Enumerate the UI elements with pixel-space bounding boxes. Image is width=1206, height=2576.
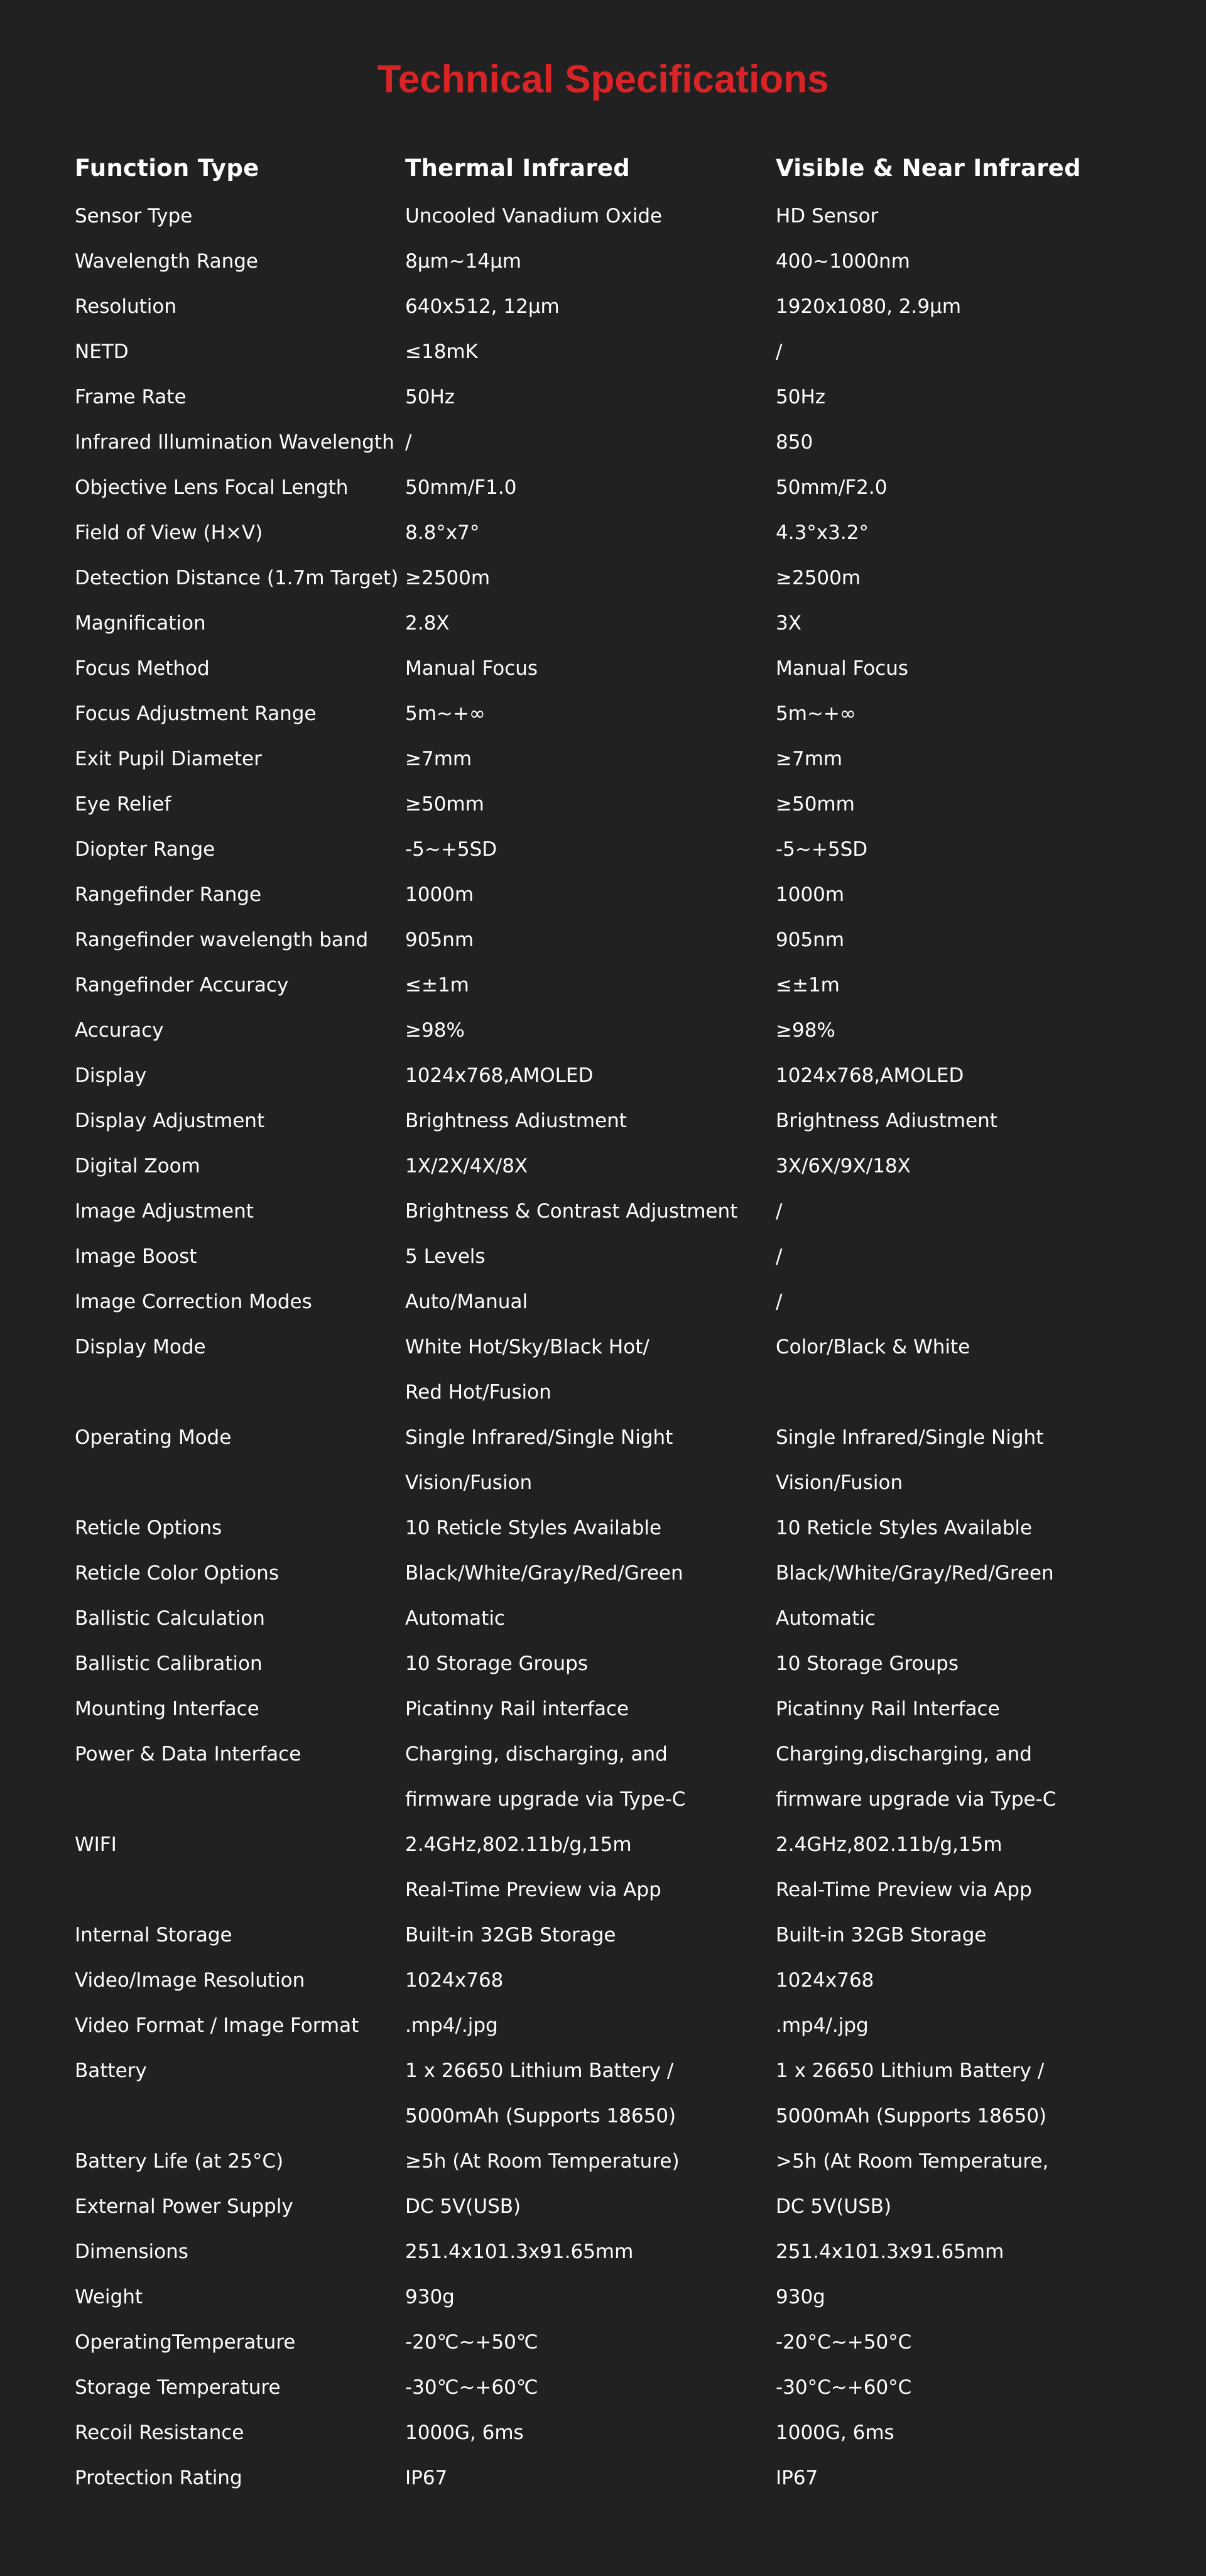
function-type-cell: Rangefinder wavelength band — [75, 929, 369, 951]
visible-near-infrared-cell: IP67 — [776, 2467, 818, 2489]
thermal-infrared-cell: 1000G, 6ms — [405, 2421, 524, 2444]
thermal-infrared-cell: Picatinny Rail interface — [405, 1698, 629, 1720]
function-type-cell: Protection Rating — [75, 2467, 242, 2489]
function-type-cell: OperatingTemperature — [75, 2331, 296, 2354]
function-type-cell: Ballistic Calibration — [75, 1652, 263, 1675]
function-type-cell: Focus Method — [75, 657, 210, 680]
visible-near-infrared-cell — [776, 1822, 1155, 1913]
header-visible-near-infrared: Visible & Near Infrared — [776, 155, 1081, 182]
thermal-infrared-cell: 10 Reticle Styles Available — [405, 1517, 662, 1539]
thermal-infrared-cell: Uncooled Vanadium Oxide — [405, 205, 663, 227]
table-row — [75, 2455, 1155, 2501]
visible-near-infrared-cell: Picatinny Rail Interface — [776, 1698, 1000, 1720]
table-row — [75, 1732, 1155, 1822]
cell-line: 5000mAh (Supports 18650) — [776, 2105, 1047, 2127]
cell-line: Vision/Fusion — [405, 1471, 533, 1494]
thermal-infrared-cell: 1000m — [405, 883, 474, 906]
function-type-cell: Sensor Type — [75, 205, 193, 227]
function-type-cell: Exit Pupil Diameter — [75, 748, 262, 770]
visible-near-infrared-cell: 905nm — [776, 929, 845, 951]
table-row — [75, 1189, 1155, 1234]
thermal-infrared-cell: DC 5V(USB) — [405, 2195, 521, 2218]
table-header — [75, 143, 1155, 194]
function-type-cell: Mounting Interface — [75, 1698, 259, 1720]
function-type-cell: Infrared Illumination Wavelength — [75, 431, 394, 454]
visible-near-infrared-cell: 3X/6X/9X/18X — [776, 1155, 911, 1177]
thermal-infrared-cell: ≤±1m — [405, 974, 469, 996]
thermal-infrared-cell: Automatic — [405, 1607, 505, 1630]
table-row — [75, 963, 1155, 1008]
thermal-infrared-cell: 1X/2X/4X/8X — [405, 1155, 528, 1177]
thermal-infrared-cell: Black/White/Gray/Red/Green — [405, 1562, 683, 1585]
thermal-infrared-cell: IP67 — [405, 2467, 448, 2489]
visible-near-infrared-cell: ≥50mm — [776, 793, 855, 816]
thermal-infrared-cell: 640x512, 12μm — [405, 295, 560, 318]
thermal-infrared-cell: 8.8°x7° — [405, 521, 480, 544]
thermal-infrared-cell — [405, 1415, 776, 1505]
table-row — [75, 1143, 1155, 1189]
table-row — [75, 691, 1155, 736]
cell-line: 2.4GHz,802.11b/g,15m — [776, 1833, 1002, 1856]
header-thermal-infrared: Thermal Infrared — [405, 155, 631, 182]
table-row — [75, 736, 1155, 782]
function-type-cell: Storage Temperature — [75, 2376, 281, 2399]
function-type-cell: Eye Relief — [75, 793, 171, 816]
cell-line: Red Hot/Fusion — [405, 1381, 551, 1404]
thermal-infrared-cell: 5m~+∞ — [405, 702, 486, 725]
table-row — [75, 782, 1155, 827]
table-row — [75, 1551, 1155, 1596]
table-row — [75, 646, 1155, 691]
table-row — [75, 1234, 1155, 1279]
table-row — [75, 1913, 1155, 1958]
visible-near-infrared-cell: Manual Focus — [776, 657, 909, 680]
table-row — [75, 510, 1155, 555]
function-type-cell: Reticle Color Options — [75, 1562, 279, 1585]
table-row — [75, 2048, 1155, 2139]
function-type-cell: Video/Image Resolution — [75, 1969, 305, 1992]
table-row — [75, 1958, 1155, 2003]
table-row — [75, 2003, 1155, 2048]
cell-line: Single Infrared/Single Night — [776, 1426, 1044, 1449]
table-row — [75, 1641, 1155, 1686]
visible-near-infrared-cell — [776, 1415, 1155, 1505]
visible-near-infrared-cell: 4.3°x3.2° — [776, 521, 869, 544]
table-row — [75, 1279, 1155, 1324]
thermal-infrared-cell: .mp4/.jpg — [405, 2014, 498, 2037]
visible-near-infrared-cell: 1024x768 — [776, 1969, 874, 1992]
visible-near-infrared-cell: 1000G, 6ms — [776, 2421, 894, 2444]
header-function-type: Function Type — [75, 155, 259, 182]
visible-near-infrared-cell: 5m~+∞ — [776, 702, 856, 725]
visible-near-infrared-cell: -30°C~+60°C — [776, 2376, 912, 2399]
table-row — [75, 2365, 1155, 2410]
visible-near-infrared-cell: -20°C~+50°C — [776, 2331, 912, 2354]
visible-near-infrared-cell: 1920x1080, 2.9μm — [776, 295, 962, 318]
cell-line: firmware upgrade via Type-C — [776, 1788, 1057, 1811]
table-row — [75, 2184, 1155, 2229]
visible-near-infrared-cell: ≤±1m — [776, 974, 840, 996]
table-row — [75, 1822, 1155, 1913]
function-type-cell: Battery — [75, 2060, 147, 2082]
visible-near-infrared-cell: / — [776, 341, 783, 363]
thermal-infrared-cell: Auto/Manual — [405, 1291, 528, 1313]
visible-near-infrared-cell: 10 Reticle Styles Available — [776, 1517, 1033, 1539]
table-row — [75, 239, 1155, 284]
function-type-cell: Field of View (H×V) — [75, 521, 263, 544]
table-row — [75, 917, 1155, 963]
thermal-infrared-cell: ≥98% — [405, 1019, 465, 1042]
visible-near-infrared-cell: ≥7mm — [776, 748, 843, 770]
table-row — [75, 374, 1155, 420]
function-type-cell: Display — [75, 1064, 147, 1087]
thermal-infrared-cell: -20℃~+50℃ — [405, 2331, 538, 2354]
table-row — [75, 420, 1155, 465]
table-row — [75, 2139, 1155, 2184]
thermal-infrared-cell: -30℃~+60℃ — [405, 2376, 538, 2399]
thermal-infrared-cell: 930g — [405, 2286, 455, 2308]
thermal-infrared-cell: 251.4x101.3x91.65mm — [405, 2240, 634, 2263]
thermal-infrared-cell: Brightness & Contrast Adjustment — [405, 1200, 738, 1223]
thermal-infrared-cell: 2.8X — [405, 612, 450, 635]
function-type-cell: Power & Data Interface — [75, 1743, 302, 1766]
table-row — [75, 2410, 1155, 2455]
visible-near-infrared-cell: Automatic — [776, 1607, 876, 1630]
table-row — [75, 1053, 1155, 1098]
table-body — [75, 194, 1155, 2501]
visible-near-infrared-cell: 1000m — [776, 883, 845, 906]
table-row — [75, 465, 1155, 510]
thermal-infrared-cell: 50mm/F1.0 — [405, 476, 517, 499]
function-type-cell: Recoil Resistance — [75, 2421, 244, 2444]
function-type-cell: Diopter Range — [75, 838, 215, 861]
function-type-cell: Accuracy — [75, 1019, 164, 1042]
cell-line: 5000mAh (Supports 18650) — [405, 2105, 676, 2127]
cell-line: 2.4GHz,802.11b/g,15m — [405, 1833, 632, 1856]
visible-near-infrared-cell: 850 — [776, 431, 813, 454]
thermal-infrared-cell: 50Hz — [405, 386, 455, 408]
table-row — [75, 601, 1155, 646]
visible-near-infrared-cell: 3X — [776, 612, 801, 635]
visible-near-infrared-cell: 10 Storage Groups — [776, 1652, 959, 1675]
thermal-infrared-cell: -5~+5SD — [405, 838, 497, 861]
visible-near-infrared-cell: 50Hz — [776, 386, 826, 408]
thermal-infrared-cell: 1024x768,AMOLED — [405, 1064, 594, 1087]
table-row — [75, 2229, 1155, 2274]
visible-near-infrared-cell: Built-in 32GB Storage — [776, 1924, 987, 1946]
table-row — [75, 1596, 1155, 1641]
function-type-cell: Ballistic Calculation — [75, 1607, 265, 1630]
thermal-infrared-cell — [405, 1822, 776, 1913]
visible-near-infrared-cell: 930g — [776, 2286, 825, 2308]
cell-line: Vision/Fusion — [776, 1471, 903, 1494]
visible-near-infrared-cell — [776, 1732, 1155, 1822]
thermal-infrared-cell: Built-in 32GB Storage — [405, 1924, 616, 1946]
function-type-cell: Dimensions — [75, 2240, 188, 2263]
table-row — [75, 2274, 1155, 2320]
visible-near-infrared-cell — [776, 2048, 1155, 2139]
function-type-cell: Image Boost — [75, 1245, 197, 1268]
function-type-cell: Battery Life (at 25°C) — [75, 2150, 284, 2173]
thermal-infrared-cell — [405, 1732, 776, 1822]
table-row — [75, 555, 1155, 601]
function-type-cell: External Power Supply — [75, 2195, 293, 2218]
visible-near-infrared-cell: ≥2500m — [776, 567, 861, 589]
thermal-infrared-cell: ≥7mm — [405, 748, 472, 770]
cell-line: Charging, discharging, and — [405, 1743, 668, 1766]
table-row — [75, 2320, 1155, 2365]
visible-near-infrared-cell: / — [776, 1200, 783, 1223]
visible-near-infrared-cell: >5h (At Room Temperature, — [776, 2150, 1049, 2173]
function-type-cell: Detection Distance (1.7m Target) — [75, 567, 399, 589]
table-row — [75, 1008, 1155, 1053]
function-type-cell: NETD — [75, 341, 129, 363]
thermal-infrared-cell: 1024x768 — [405, 1969, 504, 1992]
function-type-cell: Frame Rate — [75, 386, 187, 408]
cell-line: 1 x 26650 Lithium Battery / — [405, 2060, 674, 2082]
table-row — [75, 1505, 1155, 1551]
function-type-cell: Image Correction Modes — [75, 1291, 312, 1313]
thermal-infrared-cell: 10 Storage Groups — [405, 1652, 588, 1675]
cell-line: Real-Time Preview via App — [776, 1879, 1032, 1901]
cell-line: Real-Time Preview via App — [405, 1879, 661, 1901]
table-row — [75, 1415, 1155, 1505]
table-row — [75, 1686, 1155, 1732]
visible-near-infrared-cell: / — [776, 1291, 783, 1313]
visible-near-infrared-cell: 50mm/F2.0 — [776, 476, 888, 499]
table-row — [75, 1324, 1155, 1415]
visible-near-infrared-cell: DC 5V(USB) — [776, 2195, 892, 2218]
function-type-cell: Objective Lens Focal Length — [75, 476, 349, 499]
visible-near-infrared-cell: 251.4x101.3x91.65mm — [776, 2240, 1004, 2263]
visible-near-infrared-cell: .mp4/.jpg — [776, 2014, 869, 2037]
function-type-cell: Rangefinder Range — [75, 883, 262, 906]
function-type-cell: Focus Adjustment Range — [75, 702, 317, 725]
cell-line: firmware upgrade via Type-C — [405, 1788, 686, 1811]
thermal-infrared-cell: ≥2500m — [405, 567, 491, 589]
function-type-cell: Magnification — [75, 612, 206, 635]
thermal-infrared-cell: Manual Focus — [405, 657, 538, 680]
function-type-cell: Rangefinder Accuracy — [75, 974, 289, 996]
cell-line: Single Infrared/Single Night — [405, 1426, 673, 1449]
cell-line: 1 x 26650 Lithium Battery / — [776, 2060, 1045, 2082]
visible-near-infrared-cell: HD Sensor — [776, 205, 879, 227]
thermal-infrared-cell: ≤18mK — [405, 341, 478, 363]
thermal-infrared-cell — [405, 2048, 776, 2139]
function-type-cell: Weight — [75, 2286, 143, 2308]
visible-near-infrared-cell: 1024x768,AMOLED — [776, 1064, 964, 1087]
function-type-cell: Wavelength Range — [75, 250, 259, 273]
function-type-cell: Internal Storage — [75, 1924, 232, 1946]
table-row — [75, 872, 1155, 917]
cell-line: White Hot/Sky/Black Hot/ — [405, 1336, 649, 1358]
thermal-infrared-cell: Brightness Adiustment — [405, 1110, 627, 1132]
visible-near-infrared-cell: Brightness Adiustment — [776, 1110, 997, 1132]
function-type-cell: Display Mode — [75, 1336, 206, 1358]
thermal-infrared-cell: ≥5h (At Room Temperature) — [405, 2150, 680, 2173]
visible-near-infrared-cell: Color/Black & White — [776, 1336, 970, 1358]
function-type-cell: Digital Zoom — [75, 1155, 200, 1177]
table-row — [75, 284, 1155, 329]
function-type-cell: Operating Mode — [75, 1426, 232, 1449]
thermal-infrared-cell: ≥50mm — [405, 793, 484, 816]
thermal-infrared-cell: 8μm~14μm — [405, 250, 521, 273]
function-type-cell: Resolution — [75, 295, 177, 318]
function-type-cell: Display Adjustment — [75, 1110, 265, 1132]
cell-line: Charging,discharging, and — [776, 1743, 1032, 1766]
table-row — [75, 1098, 1155, 1143]
function-type-cell: WIFI — [75, 1833, 117, 1856]
table-row — [75, 329, 1155, 374]
visible-near-infrared-cell: -5~+5SD — [776, 838, 868, 861]
thermal-infrared-cell: / — [405, 431, 412, 454]
function-type-cell: Reticle Options — [75, 1517, 222, 1539]
page-title: Technical Specifications — [377, 58, 829, 101]
spec-table — [75, 143, 1155, 2501]
thermal-infrared-cell: 5 Levels — [405, 1245, 486, 1268]
function-type-cell: Image Adjustment — [75, 1200, 254, 1223]
table-row — [75, 194, 1155, 239]
visible-near-infrared-cell: ≥98% — [776, 1019, 835, 1042]
visible-near-infrared-cell: Black/White/Gray/Red/Green — [776, 1562, 1054, 1585]
visible-near-infrared-cell: 400~1000nm — [776, 250, 910, 273]
function-type-cell: Video Format / Image Format — [75, 2014, 359, 2037]
visible-near-infrared-cell: / — [776, 1245, 783, 1268]
thermal-infrared-cell — [405, 1324, 776, 1415]
table-row — [75, 827, 1155, 872]
thermal-infrared-cell: 905nm — [405, 929, 474, 951]
